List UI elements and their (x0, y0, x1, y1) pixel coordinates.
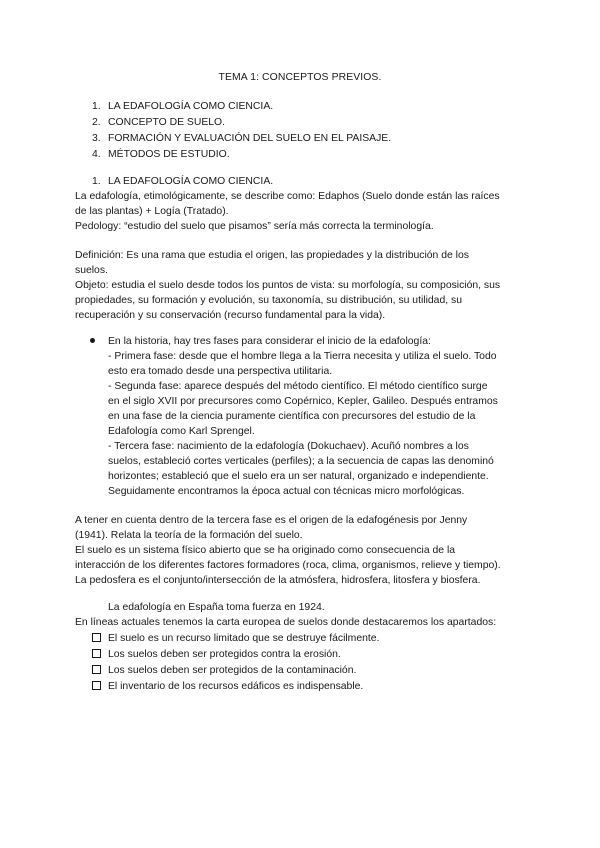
checkbox-icon[interactable] (92, 681, 101, 690)
text-line: Definición: Es una rama que estudia el origen, las propiedades y la distribución de los (75, 250, 469, 261)
text-line: A tener en cuenta dentro de la tercera fase es el origen de la edafogénesis por Jenny (75, 515, 468, 526)
checklist-item: El inventario de los recursos edáficos es indispensable. (108, 681, 364, 692)
text-line: Seguidamente encontramos la época actual con técnicas micro morfológicas. (108, 486, 465, 497)
toc-number: 2. (92, 117, 101, 128)
checklist-item: Los suelos deben ser protegidos de la contaminación. (108, 665, 357, 676)
toc-item: LA EDAFOLOGÍA COMO CIENCIA. (108, 101, 274, 112)
text-line: suelos. (75, 265, 108, 276)
text-line: - Primera fase: desde que el hombre llega a la Tierra necesita y utiliza el suelo. Todo (108, 351, 497, 362)
text-line: interacción de los diferentes factores formadores (roca, clima, organismos, relieve y tiempo). (75, 560, 501, 571)
text-line: La edafología, etimológicamente, se describe como: Edaphos (Suelo donde están las raíces (75, 191, 500, 202)
checklist-item: Los suelos deben ser protegidos contra la erosión. (108, 649, 341, 660)
page-title: TEMA 1: CONCEPTOS PREVIOS. (218, 72, 382, 83)
checkbox-icon[interactable] (92, 649, 101, 658)
text-line: esto era tomado desde una perspectiva utilitaria. (108, 366, 333, 377)
text-line: La edafología en España toma fuerza en 1924. (108, 602, 325, 613)
toc-item: MÉTODOS DE ESTUDIO. (108, 149, 230, 160)
text-line: Edafología como Karl Sprengel. (108, 426, 255, 437)
toc-item: CONCEPTO DE SUELO. (108, 117, 226, 128)
text-line: en una fase de la ciencia puramente científica con precursores del estudio de la (108, 411, 476, 422)
text-line: En la historia, hay tres fases para considerar el inicio de la edafología: (108, 336, 431, 347)
bullet-icon (90, 338, 95, 343)
toc-number: 3. (92, 133, 101, 144)
text-line: recuperación y su conservación (recurso fundamental para la vida). (75, 310, 386, 321)
section-number: 1. (92, 176, 101, 187)
text-line: - Tercera fase: nacimiento de la edafología (Dokuchaev). Acuñó nombres a los (108, 441, 469, 452)
text-line: En líneas actuales tenemos la carta europea de suelos donde destacaremos los apartados: (75, 617, 497, 628)
text-line: horizontes; estableció que el suelo era un ser natural, organizado e independiente. (108, 471, 489, 482)
text-line: - Segunda fase: aparece después del método científico. El método científico surge (108, 381, 488, 392)
text-line: en el siglo XVII por precursores como Copérnico, Kepler, Galileo. Después entramos (108, 396, 498, 407)
text-line: de las plantas) + Logía (Tratado). (75, 206, 229, 217)
text-line: suelos, estableció cortes verticales (perfiles); a la secuencia de capas las denominó (108, 456, 494, 467)
text-line: Pedology: “estudio del suelo que pisamos” sería más correcta la terminología. (75, 221, 434, 232)
checkbox-icon[interactable] (92, 633, 101, 642)
toc-number: 1. (92, 101, 101, 112)
text-line: (1941). Relata la teoría de la formación del suelo. (75, 530, 303, 541)
section-heading: LA EDAFOLOGÍA COMO CIENCIA. (108, 176, 274, 187)
text-line: El suelo es un sistema físico abierto que se ha originado como consecuencia de la (75, 545, 456, 556)
checkbox-icon[interactable] (92, 665, 101, 674)
text-line: Objeto: estudia el suelo desde todos los puntos de vista: su morfología, su composición, sus (75, 280, 501, 291)
text-line: propiedades, su formación y evolución, su taxonomía, su distribución, su utilidad, su (75, 295, 462, 306)
text-line: La pedosfera es el conjunto/intersección de la atmósfera, hidrosfera, litosfera y biosfera. (75, 575, 481, 586)
toc-item: FORMACIÓN Y EVALUACIÓN DEL SUELO EN EL PAISAJE. (108, 133, 392, 144)
checklist-item: El suelo es un recurso limitado que se destruye fácilmente. (108, 633, 380, 644)
toc-number: 4. (92, 149, 101, 160)
